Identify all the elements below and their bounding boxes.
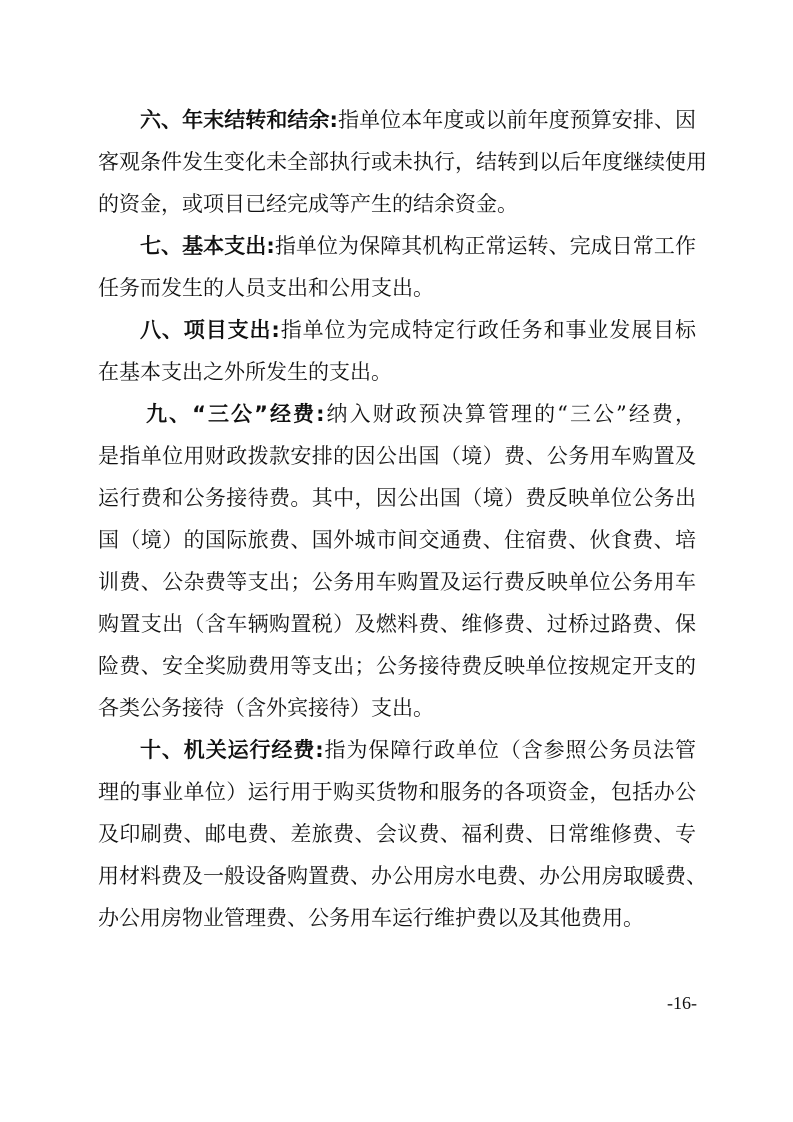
- section-term: 六、年末结转和结余:: [140, 108, 338, 132]
- paragraph-line: [140, 315, 696, 345]
- paragraph-line: [146, 399, 696, 429]
- paragraph-line: 在基本支出之外所发生的支出。: [98, 360, 392, 384]
- section-term: 七、基本支出:: [140, 234, 275, 258]
- paragraph-line: 及印刷费、邮电费、差旅费、会议费、福利费、日常维修费、专: [98, 822, 696, 846]
- section-term: 九、“三公”经费:: [146, 402, 325, 426]
- section-text: 指单位本年度或以前年度预算安排、因: [337, 108, 696, 132]
- paragraph-line: 运行费和公务接待费。其中，因公出国（境）费反映单位公务出: [98, 486, 696, 510]
- paragraph-line: 训费、公杂费等支出；公务用车购置及运行费反映单位公务用车: [98, 570, 696, 594]
- paragraph-line: [140, 735, 696, 765]
- paragraph-line: 购置支出（含车辆购置税）及燃料费、维修费、过桥过路费、保: [98, 612, 696, 636]
- section-text: 指单位为完成特定行政任务和事业发展目标: [279, 318, 696, 342]
- paragraph-line: 是指单位用财政拨款安排的因公出国（境）费、公务用车购置及: [98, 444, 696, 468]
- section-term: 十、机关运行经费:: [140, 738, 324, 762]
- paragraph-line: 险费、安全奖励费用等支出；公务接待费反映单位按规定开支的: [98, 654, 696, 678]
- paragraph-line: 理的事业单位）运行用于购买货物和服务的各项资金，包括办公: [98, 780, 696, 804]
- section-text: 指为保障行政单位（含参照公务员法管: [323, 738, 697, 762]
- paragraph-line: [140, 231, 696, 261]
- paragraph-line: 用材料费及一般设备购置费、办公用房水电费、办公用房取暖费、: [98, 864, 707, 888]
- paragraph-line: 办公用房物业管理费、公务用车运行维护费以及其他费用。: [98, 906, 644, 930]
- section-text: 纳入财政预决算管理的“三公”经费，: [324, 402, 696, 426]
- section-text: 指单位为保障其机构正常运转、完成日常工作: [274, 234, 696, 258]
- section-term: 八、项目支出:: [140, 318, 280, 342]
- paragraph-line: 任务而发生的人员支出和公用支出。: [98, 276, 434, 300]
- paragraph-line: 各类公务接待（含外宾接待）支出。: [98, 696, 434, 720]
- paragraph-line: [140, 105, 696, 135]
- paragraph-line: 客观条件发生变化未全部执行或未执行，结转到以后年度继续使用: [98, 150, 707, 174]
- page-number: -16-: [667, 993, 697, 1013]
- paragraph-line: 国（境）的国际旅费、国外城市间交通费、住宿费、伙食费、培: [98, 528, 696, 552]
- paragraph-line: 的资金，或项目已经完成等产生的结余资金。: [98, 192, 518, 216]
